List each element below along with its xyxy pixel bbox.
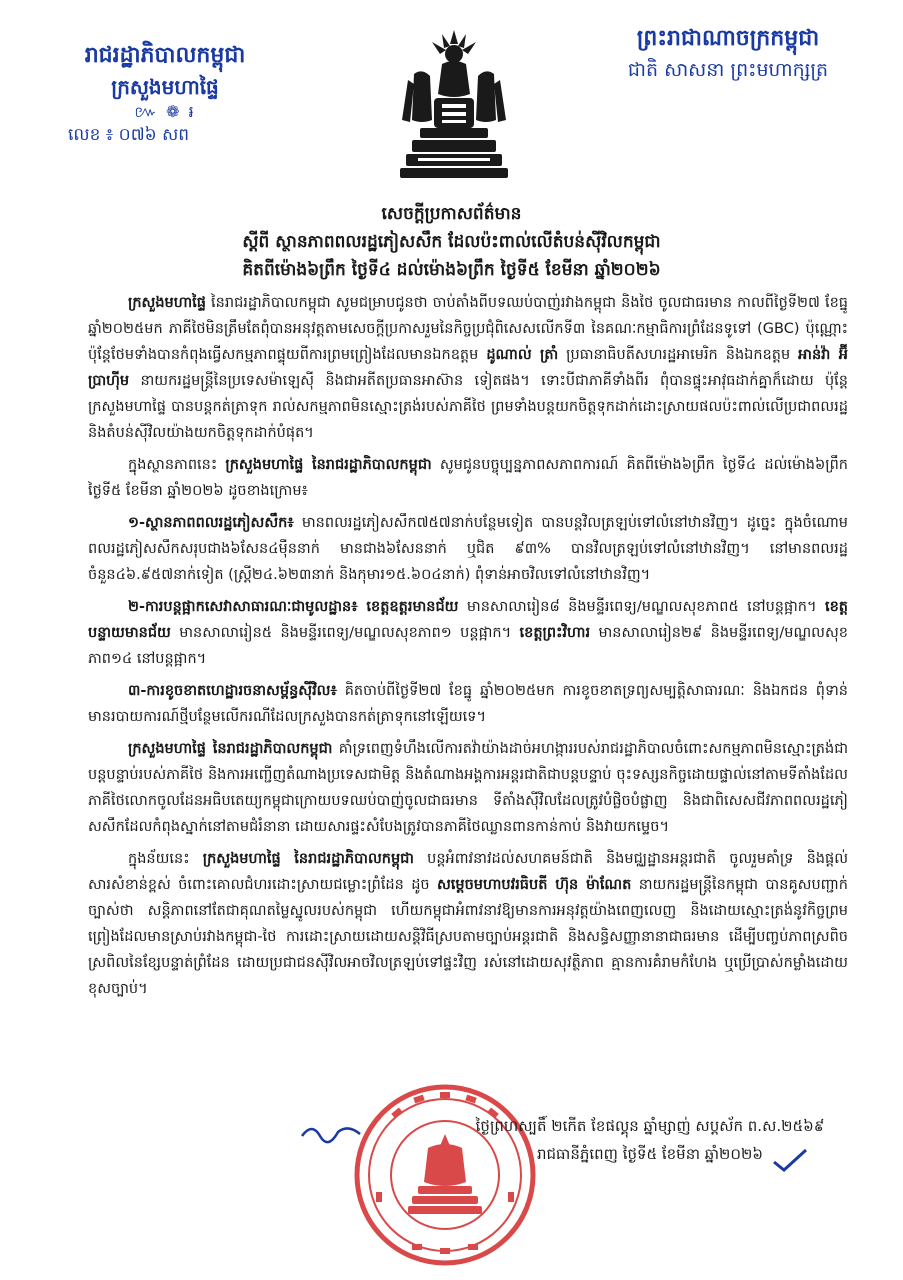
text-run: នៃរាជរដ្ឋាភិបាលកម្ពុជា សូមជម្រាបជូនថា ចាប់តាំងពីបទឈប់បាញ់រវាងកម្ពុជា និងថៃ ចូលជាធរមាន កាលពីថ្ងៃទី២៧ ខែធ្នូ ឆ្នាំ២០២៥មក ភាគីថៃមិនត្រឹមតែពុំបានអនុវត្តតាមសេចក្តីប្រកាសរួមនៃកិច្ចប្រជុំពិសេសលើកទី៣ នៃគណៈកម្មាធិការព្រំដែនទូទៅ (GBC) ប៉ុណ្ណោះ ប៉ុន្តែថែមទាំងបានកំពុងធ្វើសកម្មភាពផ្ទុយពីការព្រមព្រៀងដែលមានឯកឧត្តម bbox=[88, 295, 848, 363]
kingdom-name: ព្រះរាជាណាចក្រកម្ពុជា bbox=[636, 26, 820, 51]
ministry-name: ក្រសួងមហាផ្ទៃ bbox=[111, 75, 219, 99]
text-run: សូមជូនបច្ចុប្បន្នភាពសភាពការណ៍ គិតពីម៉ោង៦ព្រឹក ថ្ងៃទី៤ ដល់ម៉ោង៦ព្រឹក ថ្ងៃទី៥ ខែមីនា ឆ្នាំ២០២៦ ដូចខាងក្រោម៖ bbox=[88, 457, 848, 499]
issuer-header bbox=[40, 40, 290, 148]
royal-emblem-icon bbox=[384, 24, 524, 184]
province-name: ខេត្តព្រះវិហារ bbox=[519, 625, 591, 641]
item-heading: ១-ស្ថានភាពពលរដ្ឋភៀសសឹក៖ bbox=[128, 515, 294, 531]
paragraph-support bbox=[88, 736, 848, 840]
item-infrastructure bbox=[88, 678, 848, 730]
text-run: គិតចាប់ពីថ្ងៃទី២៧ ខែធ្នូ ឆ្នាំ២០២៥មក ការខូចខាតទ្រព្យសម្បត្តិសាធារណៈ និងឯកជន ពុំទាន់មានរបាយការណ៍ថ្មីបន្ថែមលើករណីដែលក្រសួងបានកត់ត្រាទុកនៅឡើយទេ។ bbox=[88, 683, 848, 725]
person-name: ដូណាល់ ត្រាំ bbox=[486, 347, 559, 363]
title-subject: ស្តីពី ស្ថានភាពពលរដ្ឋភៀសសឹក ដែលប៉ះពាល់លើតំបន់ស៊ីវិលកម្ពុជា bbox=[242, 232, 661, 252]
item-heading: ៣-ការខូចខាតហេដ្ឋារចនាសម្ព័ន្ធស៊ីវិល៖ bbox=[128, 683, 337, 699]
text-run: មានពលរដ្ឋភៀសសឹក៧៥៧នាក់បន្ថែមទៀត បានបន្តវិលត្រឡប់ទៅលំនៅឋានវិញ។ ដូច្នេះ ក្នុងចំណោមពលរដ្ឋភៀសសឹកសរុបជាង៦សែន៤ម៉ឺននាក់ មានជាង៦សែននាក់ ឬជិត ៩៣% បានវិលត្រឡប់ទៅលំនៅឋានវិញ។ នៅមានពលរដ្ឋចំនួន៤៦.៩៥៧នាក់ទៀត (ស្ត្រី២៤.៦២៣នាក់ និងកុមារ១៥.៦០៤នាក់) ពុំទាន់អាចវិលទៅលំនៅឋានវិញ។ bbox=[88, 515, 848, 583]
text-run: នាយករដ្ឋមន្ត្រីនៃកម្ពុជា បានគូសបញ្ជាក់ច្បាស់ថា សន្តិភាពនៅតែជាគុណតម្លៃស្នូលរបស់កម្ពុជា ហើយកម្ពុជាអំពាវនាវឱ្យមានការអនុវត្តយ៉ាងពេញលេញ និងដោយស្មោះត្រង់នូវកិច្ចព្រមព្រៀងដែលមានស្រាប់រវាងកម្ពុជា-ថៃ ការដោះស្រាយដោយសន្តិវិធីស្របតាមច្បាប់អន្តរជាតិ និងសន្ធិសញ្ញានានាជាធរមាន ដើម្បីបញ្ចប់ភាពស្រពិចស្រពិលនៃខ្សែបន្ទាត់ព្រំដែន ដោយប្រជាជនស៊ីវិលអាចវិលត្រឡប់ទៅផ្ទះវិញ រស់នៅដោយសុវត្ថិភាព គ្មានការគំរាមកំហែង ឬប្រើប្រាស់កម្លាំងដោយខុសច្បាប់។ bbox=[88, 877, 848, 997]
document-number: លេខ ៖ ០៧៦ សព bbox=[68, 125, 190, 145]
paragraph-intro bbox=[88, 290, 848, 446]
text-run: ក្នុងស្ថានភាពនេះ bbox=[128, 457, 226, 473]
text-run: ក្នុងន័យនេះ bbox=[128, 851, 203, 867]
text-run: នាយករដ្ឋមន្ត្រីនៃប្រទេសម៉ាឡេស៊ី និងជាអតីតប្រធានអាស៊ាន ទៀតផង។ ទោះបីជាភាគីទាំងពីរ ពុំបានផ្ទុះអាវុធដាក់គ្នាក៏ដោយ ប៉ុន្តែ ក្រសួងមហាផ្ទៃ បានបន្តកត់ត្រាទុក រាល់សកម្មភាពមិនស្មោះត្រង់របស់ភាគីថៃ ព្រមទាំងបន្តយកចិត្តទុកដាក់ដោះស្រាយផលប៉ះពាល់លើប្រជាពលរដ្ឋ និងតំបន់ស៊ីវិលយ៉ាងយកចិត្តទុកដាក់បំផុត។ bbox=[88, 373, 848, 441]
ministry-ref: ក្រសួងមហាផ្ទៃ នៃរាជរដ្ឋាភិបាលកម្ពុជា bbox=[202, 851, 414, 867]
item-public-services bbox=[88, 594, 848, 672]
national-motto: ជាតិ សាសនា ព្រះមហាក្សត្រ bbox=[627, 59, 829, 81]
person-name: អាន់វ៉ា អ៊ីប្រាហ៊ីម bbox=[88, 347, 848, 389]
title-period: គិតពីម៉ោង៦ព្រឹក ថ្ងៃទី៤ ដល់ម៉ោង៦ព្រឹក ថ្ងៃទី៥ ខែមីនា ឆ្នាំ២០២៦ bbox=[242, 260, 661, 280]
text-run: មានសាលារៀន៥ និងមន្ទីរពេទ្យ/មណ្ឌលសុខភាព១ បន្តផ្អាក។ bbox=[170, 625, 520, 641]
kingdom-header bbox=[583, 22, 873, 84]
document-title bbox=[60, 200, 843, 284]
ministry-seal-icon bbox=[352, 1082, 538, 1268]
ministry-ref: ក្រសួងមហាផ្ទៃ នៃរាជរដ្ឋាភិបាលកម្ពុជា bbox=[128, 741, 333, 757]
handwritten-mark-icon bbox=[298, 1118, 368, 1146]
text-run: មានសាលារៀន២៩ និងមន្ទីរពេទ្យ/មណ្ឌលសុខភាព១៤ នៅបន្តផ្អាក។ bbox=[88, 625, 848, 667]
ministry-ref: ក្រសួងមហាផ្ទៃ នៃរាជរដ្ឋាភិបាលកម្ពុជា bbox=[225, 457, 432, 473]
text-run: មានសាលារៀន៨ និងមន្ទីរពេទ្យ/មណ្ឌលសុខភាព៥ នៅបន្តផ្អាក។ bbox=[458, 599, 825, 615]
title-heading: សេចក្ដីប្រកាសព័ត៌មាន bbox=[381, 204, 522, 224]
item-refugees bbox=[88, 510, 848, 588]
province-name: ខេត្តបន្ទាយមានជ័យ bbox=[88, 599, 848, 641]
ministry-ref: ក្រសួងមហាផ្ទៃ bbox=[128, 295, 206, 311]
text-run: គាំទ្រពេញទំហឹងលើការតវ៉ាយ៉ាងដាច់អហង្ការរបស់រាជរដ្ឋាភិបាលចំពោះសកម្មភាពមិនស្មោះត្រង់ជាបន្តបន្ទាប់របស់ភាគីថៃ និងការអញ្ជើញតំណាងប្រទេសជាមិត្ត និងតំណាងអង្គការអន្តរជាតិជាបន្តបន្ទាប់ ចុះទស្សនកិច្ចដោយផ្ទាល់នៅតាមទីតាំងដែលភាគីថៃលោកចូលដែនអធិបតេយ្យកម្ពុជាក្រោយបទឈប់បាញ់ចូលជាធរមាន ទីតាំងស៊ីវិលដែលត្រូវបំផ្លិចបំផ្លាញ និងជាពិសេសជីវភាពពលរដ្ឋភៀសសឹកដែលកំពុងស្នាក់នៅតាមជំរំនានា ដោយសារផ្ទះសំបែងត្រូវបានភាគីថៃឈ្លានពានកាន់កាប់ និងវាយកម្ទេច។ bbox=[88, 741, 848, 835]
government-name: រាជរដ្ឋាភិបាលកម្ពុជា bbox=[84, 43, 246, 68]
paragraph-appeal bbox=[88, 846, 848, 1002]
paragraph-situation bbox=[88, 452, 848, 504]
item-heading: ២-ការបន្តផ្អាកសេវាសាធារណៈជាមូលដ្ឋាន៖ ខេត្តឧត្តរមានជ័យ bbox=[128, 599, 459, 615]
text-run: ប្រធានាធិបតីសហរដ្ឋអាមេរិក និងឯកឧត្តម bbox=[558, 347, 799, 363]
text-run: បន្តអំពាវនាវដល់សហគមន៍ជាតិ និងមជ្ឈដ្ឋានអន្តរជាតិ ចូលរួមគាំទ្រ និងផ្តល់សារសំខាន់ខ្ពស់ ចំពោះគោលជំហរដោះស្រាយជម្លោះព្រំដែន ដូច bbox=[88, 851, 848, 893]
person-name: សម្តេចមហាបវរធិបតី ហ៊ុន ម៉ាណែត bbox=[436, 877, 632, 893]
document-body bbox=[88, 290, 848, 1008]
ornament-divider: ៚ ❁ ៛ bbox=[134, 102, 196, 121]
solar-date: រាជធានីភ្នំពេញ ថ្ងៃទី៥ ខែមីនា ឆ្នាំ២០២៦ bbox=[537, 1145, 763, 1163]
initial-mark-icon bbox=[770, 1146, 810, 1176]
lunar-date: ថ្ងៃព្រហស្បតិ៍ ២កើត ខែផល្គុន ឆ្នាំម្សាញ់ សប្តស័ក ព.ស.២៥៦៩ bbox=[475, 1117, 825, 1135]
